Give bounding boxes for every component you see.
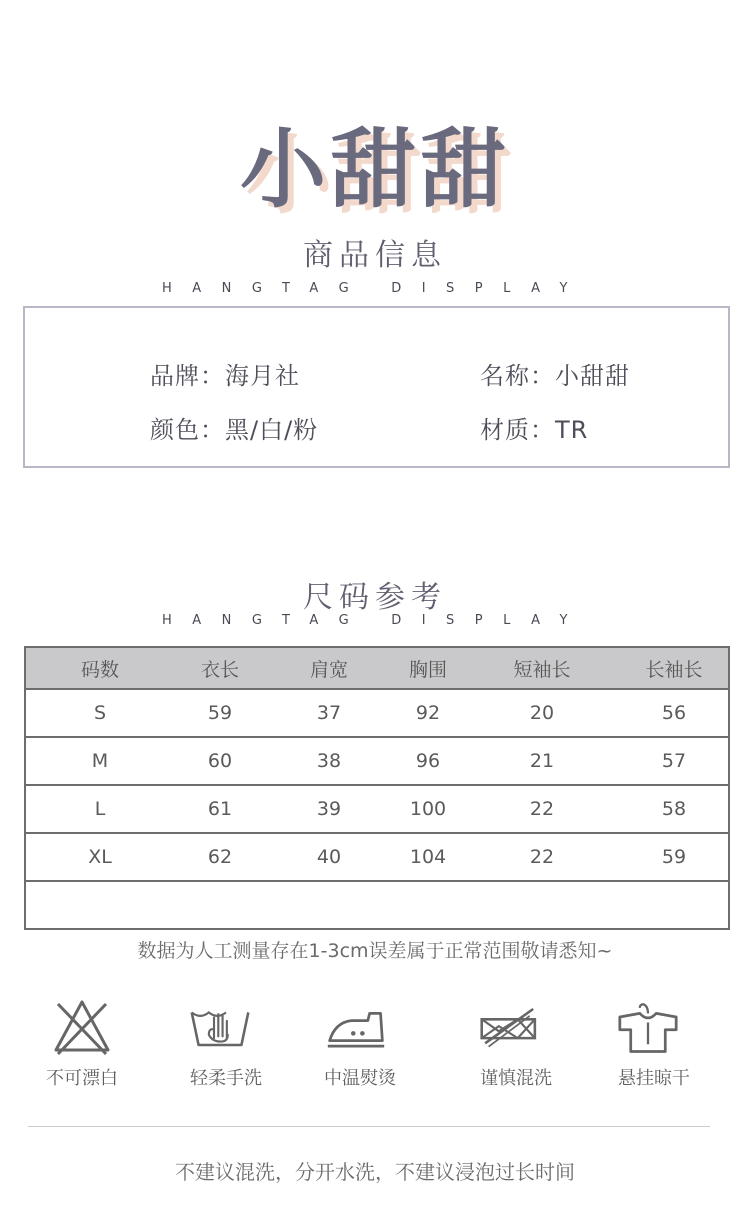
- cell-length: 61: [207, 798, 233, 820]
- info-material-value: TR: [555, 416, 589, 444]
- size-table: [24, 646, 730, 930]
- info-material-label: 材质：: [480, 416, 555, 444]
- care-label-wash-separately: 谨慎混洗: [480, 1068, 552, 1089]
- subtitle-hangtag: HANGTAG: [162, 281, 370, 296]
- subtitle-display: DISPLAY: [391, 613, 588, 628]
- cell-size: L: [94, 798, 106, 820]
- cell-shoulder: 38: [316, 750, 342, 772]
- info-name-label: 名称：: [480, 362, 555, 390]
- cell-length: 62: [207, 846, 233, 868]
- size-chart-subtitle: [0, 613, 750, 628]
- table-row: [25, 689, 729, 737]
- header-length: 衣长: [174, 647, 266, 689]
- subtitle-display: DISPLAY: [391, 281, 588, 296]
- cell-shoulder: 40: [316, 846, 342, 868]
- info-brand-value: 海月社: [225, 362, 300, 390]
- product-info-subtitle: [0, 281, 750, 296]
- cell-shoulder: 39: [316, 798, 342, 820]
- subtitle-hangtag: HANGTAG: [162, 613, 370, 628]
- info-color-label: 颜色：: [150, 416, 225, 444]
- empty-cell: [25, 881, 729, 929]
- header-short-sleeve: 短袖长: [464, 647, 620, 689]
- cell-short-sleeve: 20: [529, 702, 555, 724]
- table-row-empty: [25, 881, 729, 929]
- wash-separately-icon: [480, 998, 540, 1056]
- info-name: [480, 356, 630, 391]
- size-chart-title: 尺码参考: [303, 580, 447, 615]
- cell-size: S: [93, 702, 107, 724]
- cell-chest: 104: [409, 846, 447, 868]
- table-row: [25, 833, 729, 881]
- product-info-title: 商品信息: [303, 238, 447, 273]
- cell-shoulder: 37: [316, 702, 342, 724]
- cell-chest: 96: [415, 750, 441, 772]
- info-color-value: 黑/白/粉: [225, 416, 319, 444]
- cell-long-sleeve: 56: [661, 702, 687, 724]
- care-label-iron: 中温熨烫: [324, 1068, 396, 1089]
- table-row: [25, 785, 729, 833]
- brand-title: 小甜甜: [240, 120, 510, 220]
- cell-length: 60: [207, 750, 233, 772]
- care-label-no-bleach: 不可漂白: [46, 1068, 118, 1089]
- info-material: [480, 410, 588, 445]
- hang-dry-icon: [618, 998, 678, 1056]
- info-brand-label: 品牌：: [150, 362, 225, 390]
- cell-long-sleeve: 57: [661, 750, 687, 772]
- measurement-note: 数据为人工测量存在1-3cm误差属于正常范围敬请悉知~: [137, 940, 613, 962]
- info-brand: [150, 356, 300, 391]
- washing-note: 不建议混洗，分开水洗，不建议浸泡过长时间: [175, 1160, 575, 1184]
- cell-chest: 100: [409, 798, 447, 820]
- info-name-value: 小甜甜: [555, 362, 630, 390]
- hand-wash-icon: [190, 998, 250, 1056]
- cell-size: XL: [88, 846, 112, 868]
- size-table-header: [25, 647, 729, 689]
- cell-chest: 92: [415, 702, 441, 724]
- header-chest: 胸围: [392, 647, 464, 689]
- header-long-sleeve: 长袖长: [620, 647, 729, 689]
- divider: [28, 1126, 710, 1127]
- table-row: [25, 737, 729, 785]
- cell-short-sleeve: 22: [529, 846, 555, 868]
- info-color: [150, 410, 318, 445]
- cell-short-sleeve: 22: [529, 798, 555, 820]
- no-bleach-icon: [52, 998, 112, 1056]
- header-size: 码数: [25, 647, 174, 689]
- iron-medium-icon: [326, 998, 386, 1056]
- cell-short-sleeve: 21: [529, 750, 555, 772]
- cell-long-sleeve: 59: [661, 846, 687, 868]
- header-shoulder: 肩宽: [266, 647, 392, 689]
- care-label-hand-wash: 轻柔手洗: [190, 1068, 262, 1089]
- cell-size: M: [91, 750, 109, 772]
- care-label-hang-dry: 悬挂晾干: [618, 1068, 690, 1089]
- cell-length: 59: [207, 702, 233, 724]
- cell-long-sleeve: 58: [661, 798, 687, 820]
